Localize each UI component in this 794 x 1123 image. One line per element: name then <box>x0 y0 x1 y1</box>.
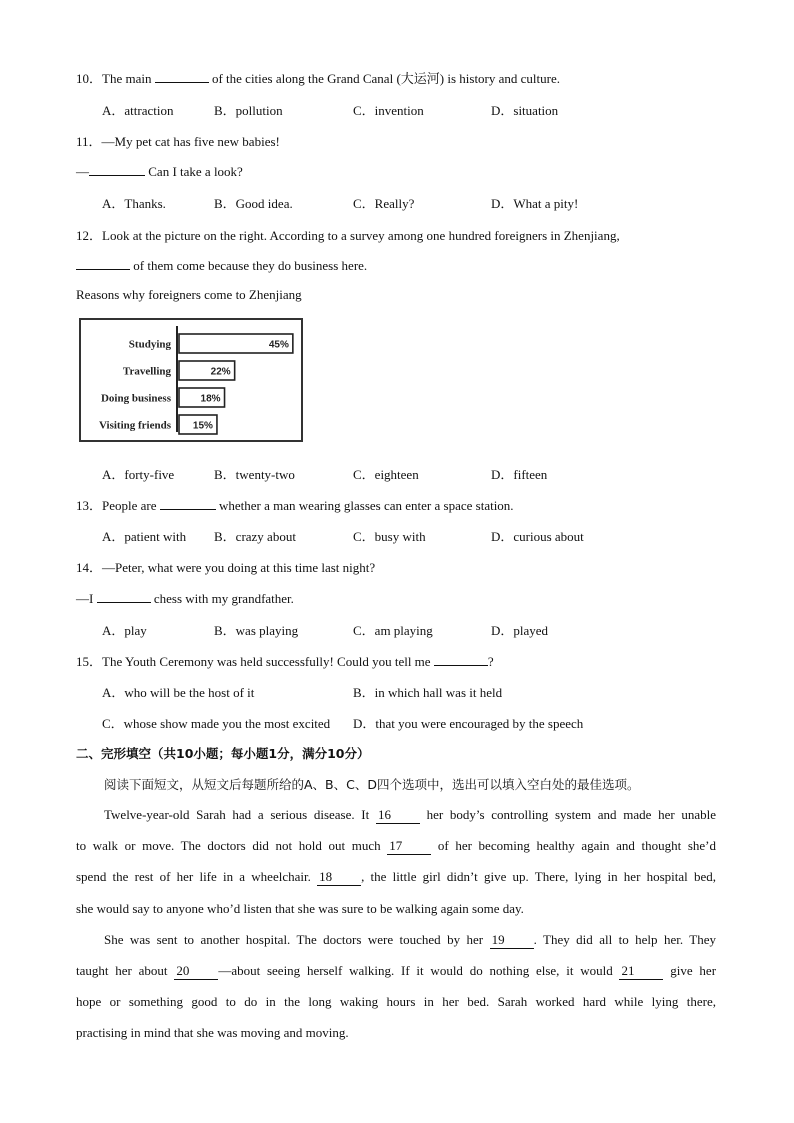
q15-stem <box>76 651 494 670</box>
chart-category-label: Visiting friends <box>98 419 171 432</box>
q11-blank <box>89 162 145 176</box>
q13-blank <box>160 496 216 510</box>
q13-stem-pre: 13．People are <box>76 498 157 513</box>
q13-option-b[interactable]: B．crazy about <box>214 529 296 544</box>
q13-stem <box>76 495 514 514</box>
q11-option-d[interactable]: D．What a pity! <box>491 196 579 211</box>
blank-21: 21 <box>619 963 663 980</box>
q12-option-a[interactable]: A．forty-five <box>102 467 175 482</box>
chart-value-label: 45% <box>268 339 289 351</box>
passage-line-3: spend the rest of her life in a wheelchair. 18 , the little girl didn’t give up. There, lying in her hospital bed, <box>76 869 717 884</box>
survey-bar-chart <box>79 318 303 442</box>
blank-17: 17 <box>387 838 431 855</box>
q13-option-a[interactable]: A．patient with <box>102 529 187 544</box>
q14-line1: 14．—Peter, what were you doing at this time last night? <box>76 560 376 575</box>
q15-option-c[interactable]: C．whose show made you the most excited <box>102 716 331 731</box>
blank-16: 16 <box>376 807 420 824</box>
chart-value-label: 22% <box>210 366 231 378</box>
q10-option-d[interactable]: D．situation <box>491 103 559 118</box>
blank-19: 19 <box>490 932 534 949</box>
q14-option-d[interactable]: D．played <box>491 623 549 638</box>
q10-stem-post: of the cities along the Grand Canal (大运河) is history and culture. <box>211 71 560 86</box>
q10-stem-pre: 10．The main <box>76 71 152 86</box>
q11-line2-pre: — <box>76 164 89 179</box>
q13-option-c[interactable]: C．busy with <box>353 529 426 544</box>
q12-line2 <box>76 256 367 274</box>
passage-line-2: to walk or move. The doctors did not hold out much 17 of her becoming healthy again and thought she’d <box>76 838 717 853</box>
q15-option-d[interactable]: D．that you were encouraged by the speech <box>353 716 584 731</box>
passage-line-8: practising in mind that she was moving and moving. <box>76 1025 349 1040</box>
q14-option-a[interactable]: A．play <box>102 623 147 638</box>
q15-option-b[interactable]: B．in which hall was it held <box>353 685 503 700</box>
q14-line2 <box>76 589 294 607</box>
q10-option-a[interactable]: A．attraction <box>102 103 174 118</box>
q14-option-b[interactable]: B．was playing <box>214 623 299 638</box>
q13-option-d[interactable]: D．curious about <box>491 529 584 544</box>
q11-option-a[interactable]: A．Thanks. <box>102 196 166 211</box>
q13-stem-post: whether a man wearing glasses can enter a space station. <box>219 498 514 513</box>
chart-category-label: Studying <box>128 338 171 351</box>
q12-line2-post: of them come because they do business here. <box>133 258 368 273</box>
chart-value-label: 18% <box>200 393 221 405</box>
q15-option-a[interactable]: A．who will be the host of it <box>102 685 255 700</box>
q14-line2-post: chess with my grandfather. <box>153 591 294 606</box>
bar-chart-svg <box>81 320 301 440</box>
passage-line-6: taught her about 20 —about seeing herself walking. If it would do nothing else, it would 21 give her <box>76 963 717 978</box>
chart-value-label: 15% <box>192 420 213 432</box>
q10-option-b[interactable]: B．pollution <box>214 103 283 118</box>
chart-caption: Reasons why foreigners come to Zhenjiang <box>76 287 302 302</box>
chart-category-label: Travelling <box>122 365 171 378</box>
q11-line1: 11．—My pet cat has five new babies! <box>76 134 280 149</box>
blank-18: 18 <box>317 869 361 886</box>
q15-stem-post: ? <box>487 654 494 669</box>
q10-option-c[interactable]: C．invention <box>353 103 424 118</box>
q11-option-c[interactable]: C．Really? <box>353 196 415 211</box>
passage-line-5: She was sent to another hospital. The doctors were touched by her 19 . They did all to help her. They <box>104 932 717 947</box>
q12-blank <box>76 256 130 270</box>
q15-blank <box>434 652 488 666</box>
section2-heading: 二、完形填空（共10小题；每小题1分，满分10分） <box>76 746 370 761</box>
q12-line1: 12．Look at the picture on the right. According to a survey among one hundred foreigners in Zhenjiang, <box>76 228 620 243</box>
passage-line-7: hope or something good to do in the long waking hours in her bed. Sarah worked hard while lying there, <box>76 994 716 1009</box>
passage-line-1: Twelve-year-old Sarah had a serious disease. It 16 her body’s controlling system and made her unable <box>104 807 717 822</box>
q14-blank <box>97 589 151 603</box>
blank-20: 20 <box>174 963 218 980</box>
q11-option-b[interactable]: B．Good idea. <box>214 196 293 211</box>
q12-option-b[interactable]: B．twenty-two <box>214 467 295 482</box>
q15-stem-pre: 15．The Youth Ceremony was held successfully! Could you tell me <box>76 654 431 669</box>
passage-line-4: she would say to anyone who’d listen that she was sure to be walking again some day. <box>76 901 524 916</box>
q10-blank <box>155 69 209 83</box>
q12-option-d[interactable]: D．fifteen <box>491 467 548 482</box>
q14-line2-pre: —I <box>76 591 94 606</box>
q10-stem <box>76 68 560 87</box>
section2-instruction: 阅读下面短文，从短文后每题所给的A、B、C、D四个选项中，选出可以填入空白处的最佳选项。 <box>104 777 640 792</box>
q14-option-c[interactable]: C．am playing <box>353 623 433 638</box>
q12-option-c[interactable]: C．eighteen <box>353 467 419 482</box>
q11-line2-post: Can I take a look? <box>148 164 243 179</box>
chart-category-label: Doing business <box>100 392 171 405</box>
q11-line2 <box>76 162 243 180</box>
